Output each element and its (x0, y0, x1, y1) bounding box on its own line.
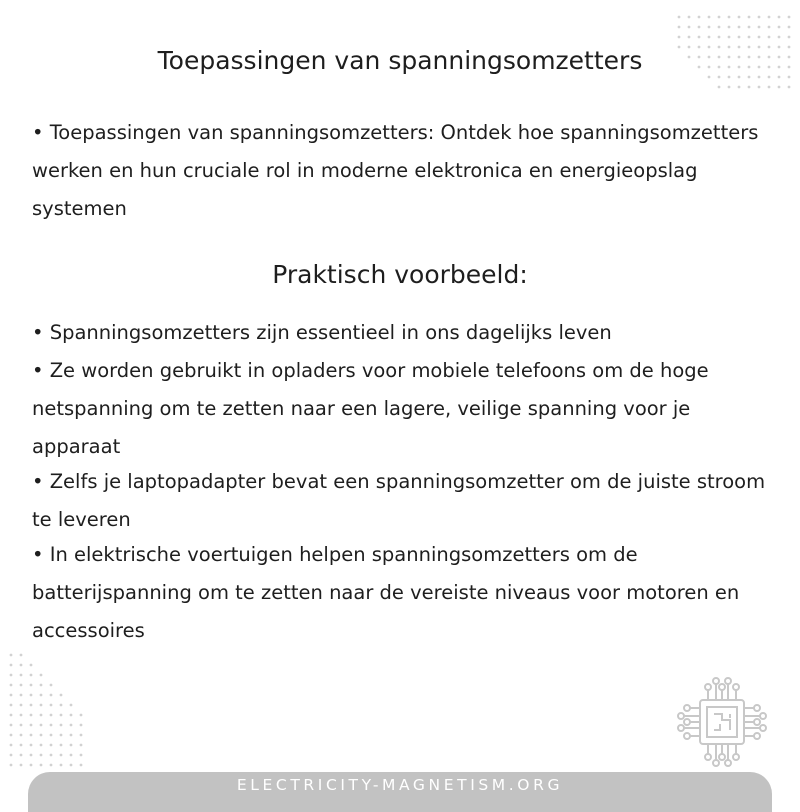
decor-dot (728, 36, 731, 39)
decor-dot (70, 764, 73, 767)
decor-dot (40, 684, 43, 687)
decor-dot (738, 16, 741, 19)
decor-dot (50, 744, 53, 747)
bullet-item: • Spanningsomzetters zijn essentieel in ons dagelijks leven (32, 321, 612, 344)
decor-dot (748, 16, 751, 19)
decor-dot (70, 744, 73, 747)
decor-dot (688, 26, 691, 29)
decor-dot (20, 744, 23, 747)
decor-dot (50, 714, 53, 717)
decor-dot (758, 26, 761, 29)
decor-dot (758, 86, 761, 89)
circuit-chip-icon (672, 672, 772, 772)
decor-dot (10, 714, 13, 717)
decor-dot (40, 704, 43, 707)
decor-dot (10, 754, 13, 757)
decor-dot (70, 704, 73, 707)
footer-site-name: ELECTRICITY-MAGNETISM.ORG (236, 776, 564, 794)
decor-dot (30, 664, 33, 667)
decor-dot (10, 694, 13, 697)
decor-dot (60, 714, 63, 717)
decor-dot (40, 754, 43, 757)
bullet-item: • Ze worden gebruikt in opladers voor mobiele telefoons om de hoge netspanning om te zetten naar een lagere, veilige spanning voor je apparaat (32, 359, 709, 458)
decor-dot (788, 16, 791, 19)
section-subtitle: Praktisch voorbeeld: (272, 260, 528, 289)
decor-dot (678, 36, 681, 39)
decor-dot (10, 704, 13, 707)
decor-dot (688, 16, 691, 19)
decor-dot (30, 684, 33, 687)
decor-dot (40, 744, 43, 747)
decor-dot (10, 734, 13, 737)
decor-dot (30, 694, 33, 697)
decor-dot (748, 36, 751, 39)
decor-dot (768, 86, 771, 89)
decor-dot (50, 724, 53, 727)
decor-dot (80, 714, 83, 717)
decor-dot (788, 26, 791, 29)
decor-dot (30, 754, 33, 757)
decor-dot (728, 86, 731, 89)
decor-dot (30, 724, 33, 727)
decor-dot (60, 764, 63, 767)
decor-dot (788, 36, 791, 39)
decor-dot (758, 36, 761, 39)
decor-dot (30, 714, 33, 717)
decor-dot (708, 26, 711, 29)
decor-dot (20, 674, 23, 677)
decor-dot (70, 754, 73, 757)
dot-pattern-bottom-left (6, 650, 86, 770)
decor-dot (10, 764, 13, 767)
decor-dot (788, 86, 791, 89)
decor-dot (718, 36, 721, 39)
decor-dot (708, 16, 711, 19)
decor-dot (40, 714, 43, 717)
decor-dot (20, 704, 23, 707)
decor-dot (80, 764, 83, 767)
decor-dot (50, 704, 53, 707)
decor-dot (738, 26, 741, 29)
decor-dot (748, 26, 751, 29)
decor-dot (10, 724, 13, 727)
decor-dot (20, 694, 23, 697)
decor-dot (80, 734, 83, 737)
decor-dot (708, 36, 711, 39)
decor-dot (678, 16, 681, 19)
decor-dot (80, 744, 83, 747)
decor-dot (778, 26, 781, 29)
decor-dot (20, 724, 23, 727)
decor-dot (748, 86, 751, 89)
decor-dot (60, 754, 63, 757)
decor-dot (30, 764, 33, 767)
decor-dot (778, 86, 781, 89)
decor-dot (80, 754, 83, 757)
decor-dot (50, 694, 53, 697)
decor-dot (50, 754, 53, 757)
decor-dot (20, 764, 23, 767)
decor-dot (778, 36, 781, 39)
decor-dot (698, 26, 701, 29)
decor-dot (20, 714, 23, 717)
decor-dot (10, 674, 13, 677)
decor-dot (718, 26, 721, 29)
decor-dot (40, 764, 43, 767)
decor-dot (738, 86, 741, 89)
decor-dot (10, 654, 13, 657)
decor-dot (30, 674, 33, 677)
decor-dot (70, 714, 73, 717)
decor-dot (80, 724, 83, 727)
decor-dot (728, 26, 731, 29)
decor-dot (738, 36, 741, 39)
decor-dot (698, 36, 701, 39)
decor-dot (728, 16, 731, 19)
decor-dot (10, 744, 13, 747)
decor-dot (698, 16, 701, 19)
page-title: Toepassingen van spanningsomzetters (157, 46, 643, 75)
decor-dot (50, 764, 53, 767)
bullet-item: • In elektrische voertuigen helpen spanningsomzetters om de batterijspanning om te zetten naar de vereiste niveaus voor motoren en accessoires (32, 543, 740, 642)
decor-dot (10, 684, 13, 687)
decor-dot (60, 734, 63, 737)
decor-dot (768, 26, 771, 29)
decor-dot (778, 16, 781, 19)
decor-dot (20, 754, 23, 757)
decor-dot (70, 734, 73, 737)
decor-dot (60, 694, 63, 697)
intro-paragraph: • Toepassingen van spanningsomzetters: Ontdek hoe spanningsomzetters werken en hun cruciale rol in moderne elektronica en energieopslag systemen (32, 121, 759, 220)
decor-dot (718, 16, 721, 19)
decor-dot (768, 16, 771, 19)
decor-dot (40, 734, 43, 737)
decor-dot (40, 724, 43, 727)
decor-dot (20, 654, 23, 657)
decor-dot (30, 704, 33, 707)
decor-dot (30, 744, 33, 747)
decor-dot (60, 724, 63, 727)
decor-dot (678, 26, 681, 29)
decor-dot (60, 704, 63, 707)
decor-dot (20, 664, 23, 667)
decor-dot (718, 86, 721, 89)
decor-dot (50, 734, 53, 737)
decor-dot (40, 694, 43, 697)
decor-dot (40, 674, 43, 677)
decor-dot (70, 724, 73, 727)
bullet-item: • Zelfs je laptopadapter bevat een spanningsomzetter om de juiste stroom te leveren (32, 470, 766, 531)
decor-dot (768, 36, 771, 39)
decor-dot (60, 744, 63, 747)
bullet-list (32, 314, 777, 650)
decor-dot (758, 16, 761, 19)
decor-dot (30, 734, 33, 737)
decor-dot (10, 664, 13, 667)
decor-dot (50, 684, 53, 687)
decor-dot (20, 684, 23, 687)
decor-dot (20, 734, 23, 737)
decor-dot (688, 36, 691, 39)
